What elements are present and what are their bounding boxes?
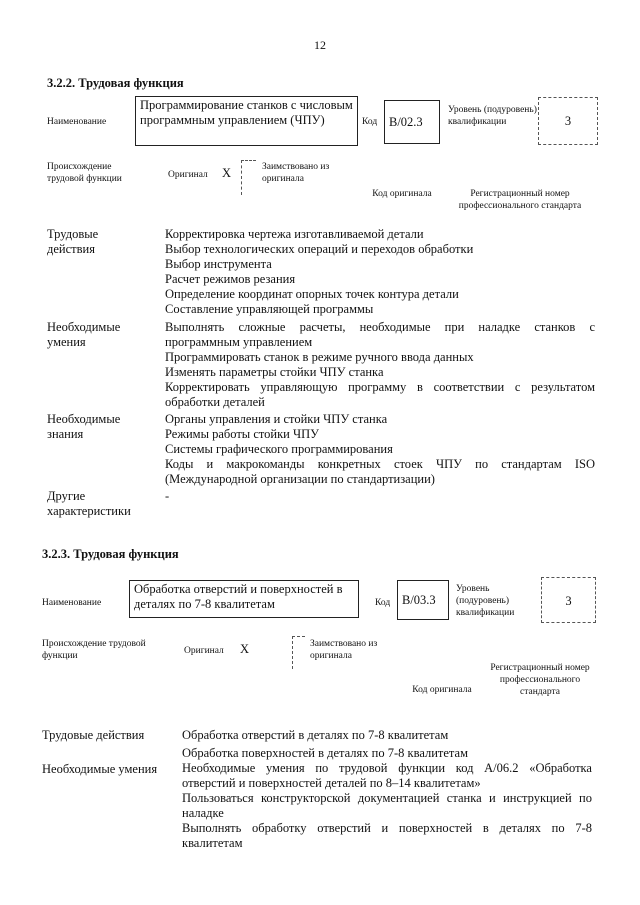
- list-item: Расчет режимов резания: [165, 272, 296, 286]
- name-label-323: Наименование: [42, 598, 102, 608]
- name-value-box-322: Программирование станков с числовым программным управлением (ЧПУ): [135, 96, 358, 146]
- list-item: Выбор технологических операций и переходов обработки: [165, 242, 474, 256]
- list-item: Режимы работы стойки ЧПУ: [165, 427, 319, 441]
- list-item: Обработка отверстий в деталях по 7-8 квалитетам: [182, 728, 449, 742]
- original-mark-323: X: [240, 642, 250, 656]
- list-item: Системы графического программирования: [165, 442, 393, 456]
- level-value-322: 3: [564, 114, 572, 128]
- row-label-other-322: Другие характеристики: [47, 489, 131, 518]
- level-label-323: Уровень (подуровень) квалификации: [456, 584, 515, 618]
- list-item: Корректировать управляющую программу в соответствии с результатом обработки деталей: [165, 380, 595, 409]
- list-item: Обработка поверхностей в деталях по 7-8 квалитетам: [182, 746, 468, 760]
- original-label-323: Оригинал: [184, 646, 224, 656]
- row-items-skills-323: [182, 761, 592, 851]
- row-items-actions-323: [182, 728, 592, 761]
- row-items-actions-322: [165, 227, 595, 317]
- level-value-323: 3: [565, 594, 572, 608]
- row-items-knowledge-322: [165, 412, 595, 487]
- reg-number-label-322: Регистрационный номер профессионального стандарта: [458, 189, 582, 211]
- row-label-skills-322: Необходимые умения: [47, 320, 121, 349]
- list-item: Органы управления и стойки ЧПУ станка: [165, 412, 388, 426]
- original-label-322: Оригинал: [168, 170, 208, 180]
- origin-label-323: Происхождение трудовой функции: [42, 639, 146, 661]
- page-number: 12: [314, 38, 326, 52]
- borrowed-label-323: Заимствовано из оригинала: [310, 639, 378, 661]
- orig-code-label-323: Код оригинала: [412, 685, 472, 695]
- code-label-322: Код: [362, 117, 378, 127]
- list-item: -: [165, 489, 170, 503]
- list-item: Необходимые умения по трудовой функции код А/06.2 «Обработка отверстий и поверхностей деталей по 8–14 квалитетам»: [182, 761, 592, 790]
- list-item: Выполнять обработку отверстий и поверхностей в деталях по 7-8 квалитетам: [182, 821, 592, 850]
- list-item: Выбор инструмента: [165, 257, 272, 271]
- list-item: Корректировка чертежа изготавливаемой детали: [165, 227, 424, 241]
- list-item: Определение координат опорных точек контура детали: [165, 287, 459, 301]
- list-item: Изменять параметры стойки ЧПУ станка: [165, 365, 384, 379]
- borrowed-label-322: Заимствовано из оригинала: [262, 162, 330, 184]
- list-item: Коды и макрокоманды конкретных стоек ЧПУ по стандартам ISO (Международной организации по стандартизации): [165, 457, 595, 486]
- origin-divider-322: [241, 160, 256, 195]
- list-item: Составление управляющей программы: [165, 302, 374, 316]
- level-label-322: Уровень (подуровень) квалификации: [448, 105, 537, 127]
- code-label-323: Код: [375, 598, 391, 608]
- row-label-actions-322: Трудовые действия: [47, 227, 99, 256]
- row-label-knowledge-322: Необходимые знания: [47, 412, 121, 441]
- row-label-skills-323: Необходимые умения: [42, 762, 158, 776]
- origin-label-322: Происхождение трудовой функции: [47, 162, 122, 184]
- reg-number-label-323: Регистрационный номер профессионального стандарта: [490, 663, 590, 697]
- list-item: Пользоваться конструкторской документацией станка и инструкцией по наладке: [182, 791, 592, 820]
- row-label-actions-323: Трудовые действия: [42, 728, 145, 742]
- row-items-other-322: [165, 489, 595, 504]
- orig-code-label-322: Код оригинала: [372, 189, 432, 199]
- code-value-box-322: B/02.3: [384, 100, 440, 144]
- list-item: Программировать станок в режиме ручного ввода данных: [165, 350, 474, 364]
- section-heading-322: 3.2.2. Трудовая функция: [47, 76, 184, 90]
- original-mark-322: X: [222, 166, 232, 180]
- name-value-box-323: Обработка отверстий и поверхностей в деталях по 7-8 квалитетам: [129, 580, 359, 618]
- list-item: Выполнять сложные расчеты, необходимые при наладке станков с программным управлением: [165, 320, 595, 349]
- code-value-box-323: B/03.3: [397, 580, 449, 620]
- name-label-322: Наименование: [47, 117, 107, 127]
- row-items-skills-322: [165, 320, 595, 410]
- origin-divider-323: [292, 636, 305, 669]
- section-heading-323: 3.2.3. Трудовая функция: [42, 547, 179, 561]
